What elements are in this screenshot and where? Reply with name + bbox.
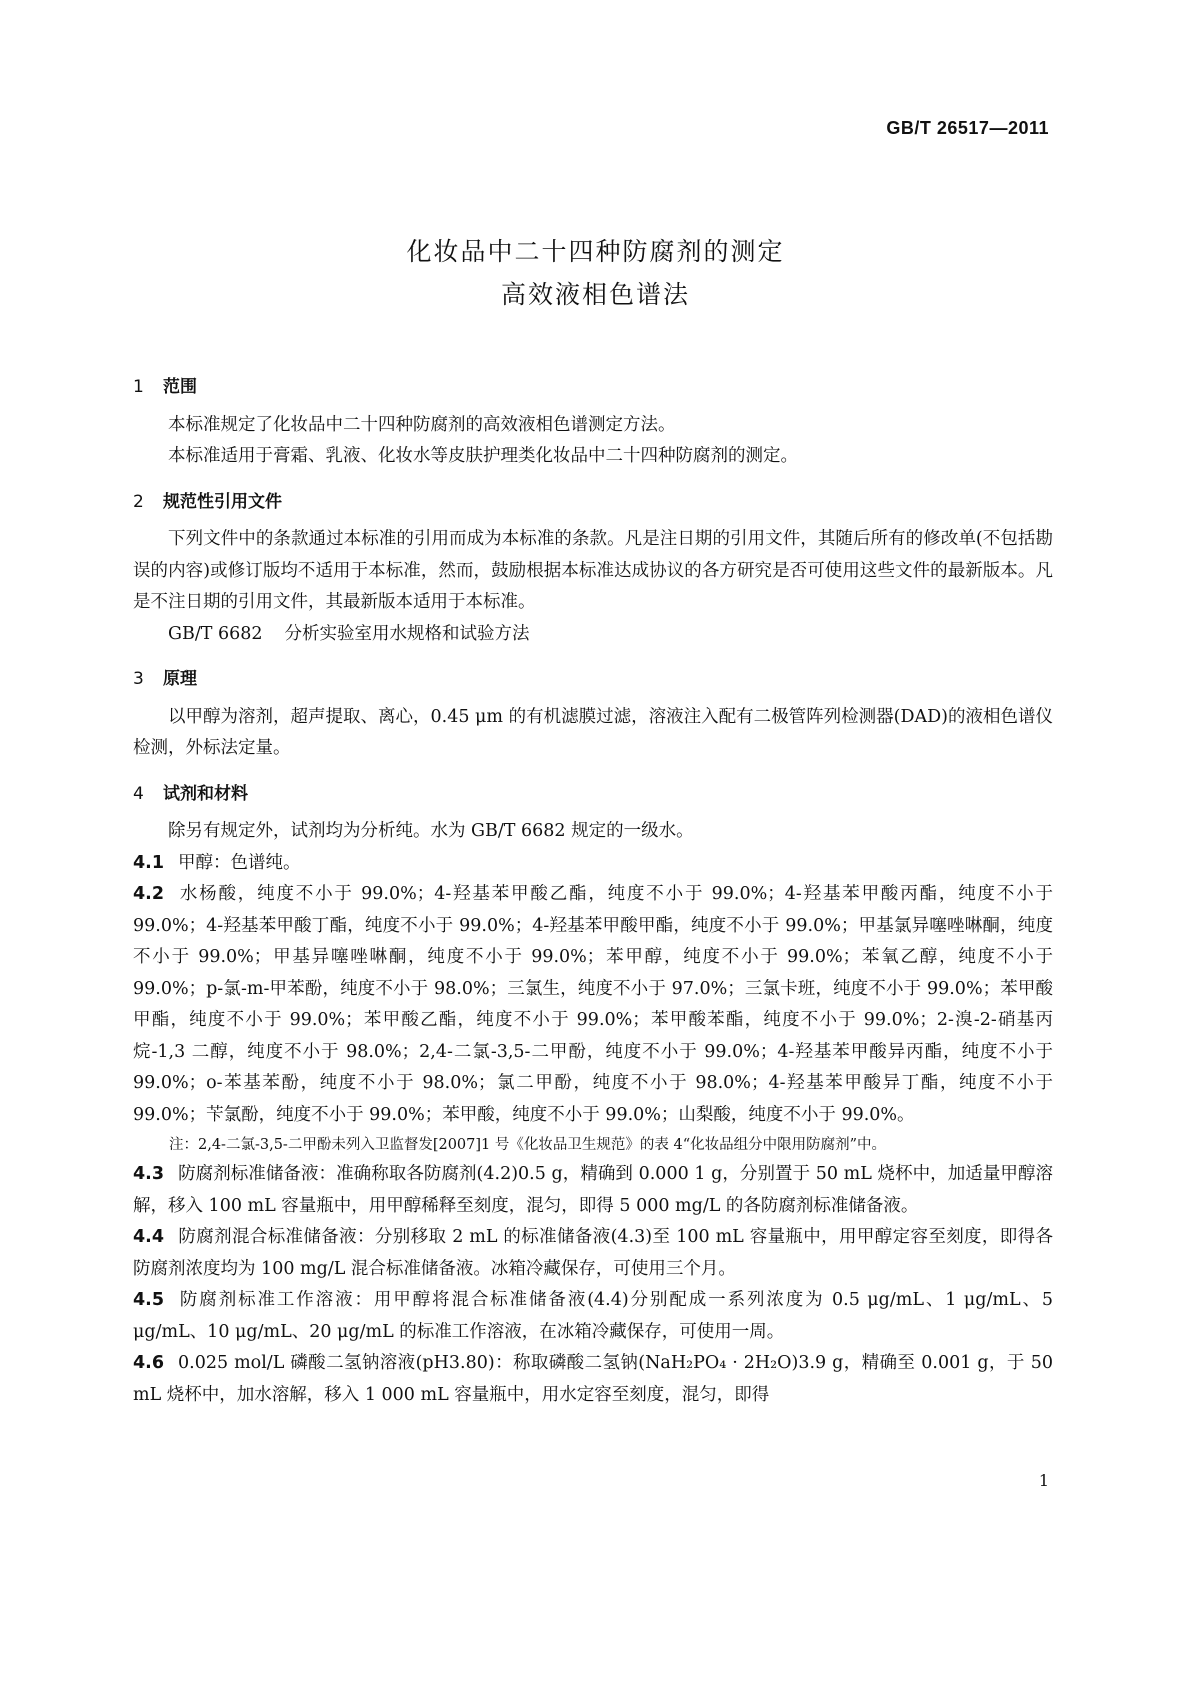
paragraph: 除另有规定外，试剂均为分析纯。水为 GB/T 6682 规定的一级水。 [168,821,694,841]
clause-4-4 [133,1222,1053,1285]
standard-code: GB/T 26517—2011 [886,118,1049,138]
paragraph: 本标准规定了化妆品中二十四种防腐剂的高效液相色谱测定方法。 [168,414,676,435]
clause-4-5 [133,1285,1053,1348]
reference-title: 分析实验室用水规格和试验方法 [284,623,530,644]
section-title: 规范性引用文件 [163,491,282,512]
reference-code: GB/T 6682 [168,623,263,644]
section-title: 试剂和材料 [163,783,248,804]
clause-text: 防腐剂混合标准储备液：分别移取 2 mL 的标准储备液(4.3)至 100 mL 容量瓶中，用甲醇定容至刻度，即得各防腐剂浓度均为 100 mg/L 混合标准储备液。冰箱冷藏保存，可使用三个月。 [133,1227,1053,1279]
clause-number: 4.4 [133,1227,165,1247]
paragraph: 本标准适用于膏霜、乳液、化妆水等皮肤护理类化妆品中二十四种防腐剂的测定。 [168,446,798,466]
section-number: 3 [133,669,144,689]
section-heading [133,487,1053,519]
clause-4-2 [133,879,1053,1131]
clause-number: 4.2 [133,884,165,904]
clause-4-6 [133,1348,1053,1411]
section-number: 4 [133,783,144,804]
clause-text: 水杨酸，纯度不小于 99.0%；4-羟基苯甲酸乙酯，纯度不小于 99.0%；4-羟基苯甲酸丙酯，纯度不小于 99.0%；4-羟基苯甲酸丁酯，纯度不小于 99.0%；4-羟基苯甲酸甲酯，纯度不小于 99.0%；甲基氯异噻唑啉酮，纯度不小于 99.0%；甲基异噻唑啉酮，纯度不小于 99.0%；苯甲醇，纯度不小于 99.0%；苯氧乙醇，纯度不小于 99.0%；p-氯-m-甲苯酚，纯度不小于 98.0%；三氯生，纯度不小于 97.0%；三氯卡班，纯度不小于 99.0%；苯甲酸甲酯，纯度不小于 99.0%；苯甲酸乙酯，纯度不小于 99.0%；苯甲酸苯酯，纯度不小于 99.0%；2-溴-2-硝基丙烷-1,3 二醇，纯度不小于 98.0%；2,4-二氯-3,5-二甲酚，纯度不小于 99.0%；4-羟基苯甲酸异丙酯，纯度不小于 99.0%；o-苯基苯酚，纯度不小于 98.0%；氯二甲酚，纯度不小于 98.0%；4-羟基苯甲酸异丁酯，纯度不小于 99.0%；苄氯酚，纯度不小于 99.0%；苯甲酸，纯度不小于 99.0%；山梨酸，纯度不小于 99.0%。 [133,884,1053,1125]
section-heading [133,664,1053,696]
clause-4-3 [133,1159,1053,1222]
section-title: 范围 [163,377,197,397]
clause-text: 甲醇：色谱纯。 [178,852,301,873]
section-number: 2 [133,491,144,512]
clause-text: 防腐剂标准工作溶液：用甲醇将混合标准储备液(4.4)分别配成一系列浓度为 0.5 μg/mL、1 μg/mL、5 μg/mL、10 μg/mL、20 μg/mL 的标准工作溶液，在冰箱冷藏保存，可使用一周。 [133,1290,1053,1342]
normative-reference [133,619,1053,651]
section-number: 1 [133,377,144,397]
clause-number: 4.6 [133,1353,165,1373]
paragraph: 下列文件中的条款通过本标准的引用而成为本标准的条款。凡是注日期的引用文件，其随后所有的修改单(不包括勘误的内容)或修订版均不适用于本标准，然而，鼓励根据本标准达成协议的各方研究是否可使用这些文件的最新版本。凡是不注日期的引用文件，其最新版本适用于本标准。 [133,529,1053,612]
page-number: 1 [1038,1471,1049,1490]
note: 注：2,4-二氯-3,5-二甲酚未列入卫监督发[2007]1 号《化妆品卫生规范》的表 4“化妆品组分中限用防腐剂”中。 [169,1137,887,1153]
clause-number: 4.1 [133,852,165,873]
document-title: 化妆品中二十四种防腐剂的测定 [406,237,785,266]
paragraph: 以甲醇为溶剂，超声提取、离心，0.45 μm 的有机滤膜过滤，溶液注入配有二极管阵列检测器(DAD)的液相色谱仪检测，外标法定量。 [133,706,1053,758]
section-heading [133,372,1053,404]
clause-text: 防腐剂标准储备液：准确称取各防腐剂(4.2)0.5 g，精确到 0.000 1 g，分别置于 50 mL 烧杯中，加适量甲醇溶解，移入 100 mL 容量瓶中，用甲醇稀释至刻度，混匀，即得 5 000 mg/L 的各防腐剂标准储备液。 [133,1164,1053,1216]
clause-number: 4.3 [133,1164,165,1184]
clause-4-1 [133,848,1053,880]
document-body [133,362,1053,1411]
section-title: 原理 [163,669,197,689]
section-heading [133,779,1053,811]
document-subtitle: 高效液相色谱法 [500,280,690,309]
clause-number: 4.5 [133,1290,165,1310]
clause-text: 0.025 mol/L 磷酸二氢钠溶液(pH3.80)：称取磷酸二氢钠(NaH₂PO₄ · 2H₂O)3.9 g，精确至 0.001 g，于 50 mL 烧杯中，加水溶解，移入 1 000 mL 容量瓶中，用水定容至刻度，混匀，即得 [133,1353,1053,1405]
